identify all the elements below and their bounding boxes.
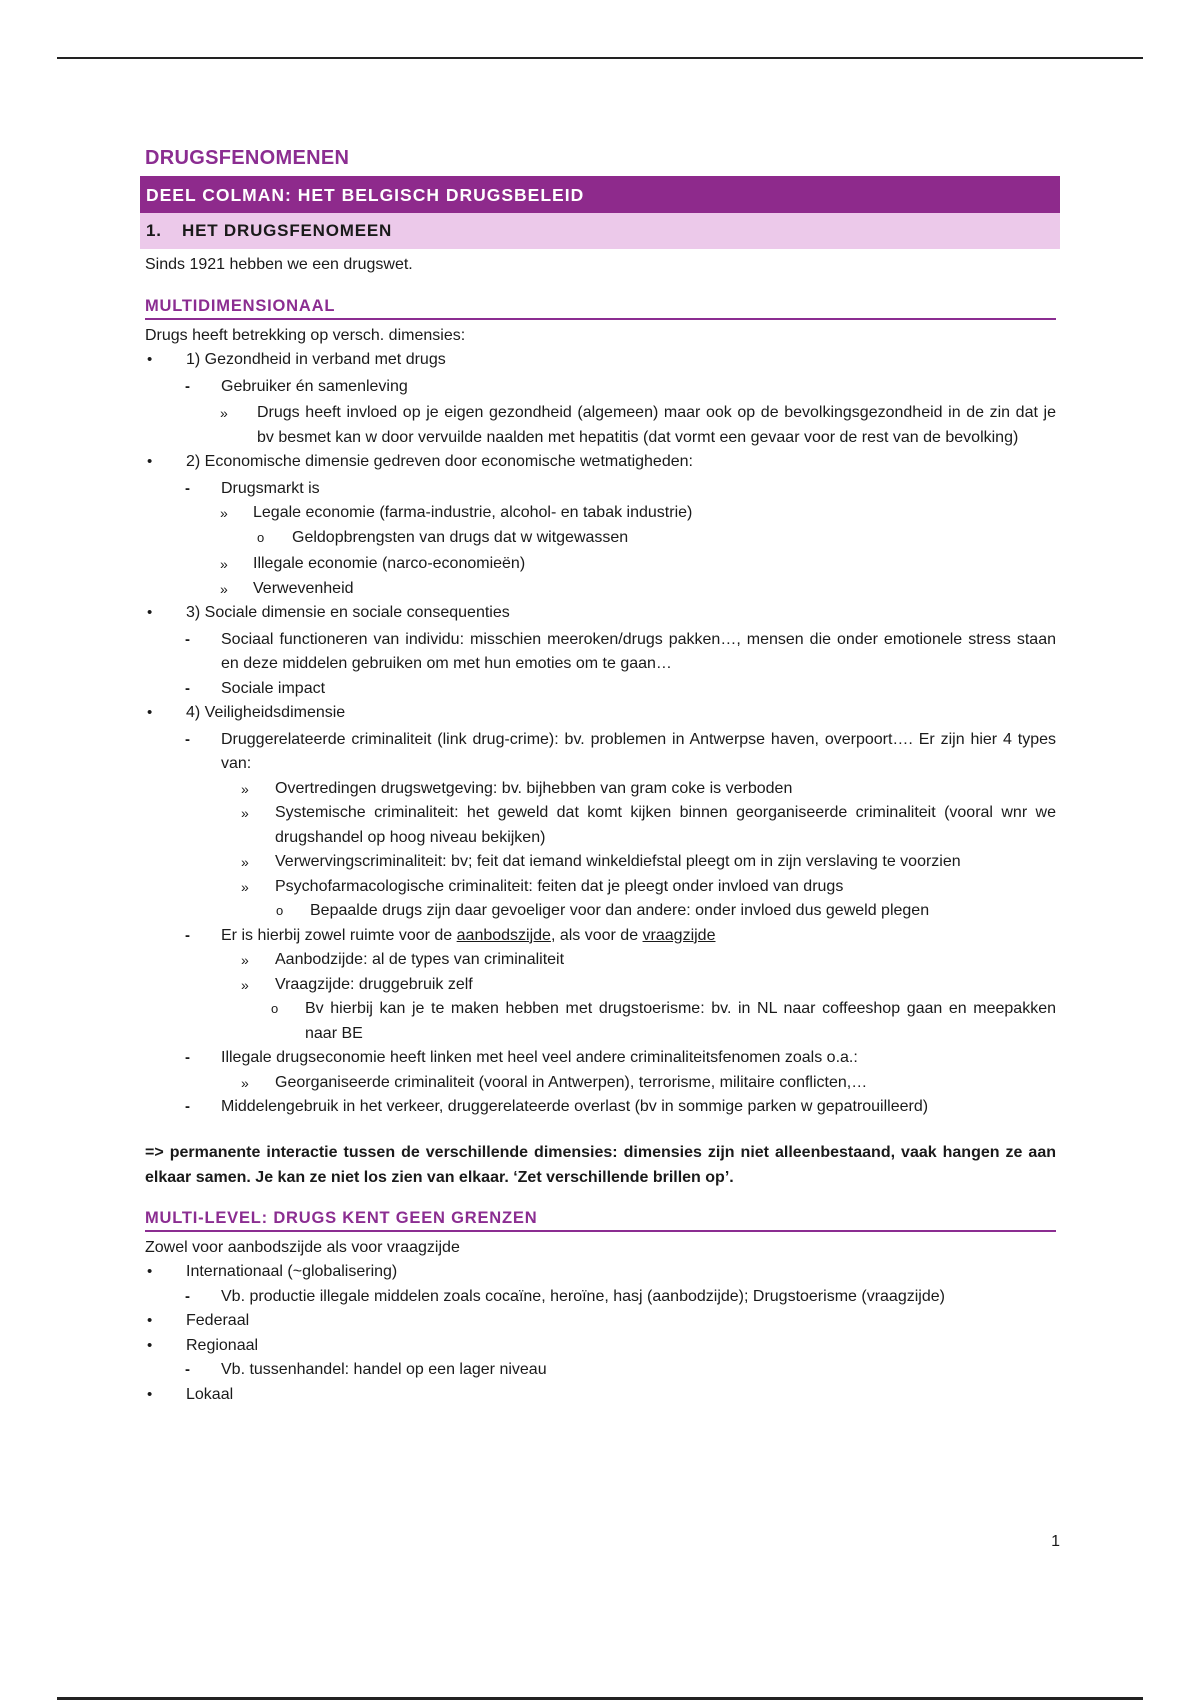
list-item <box>145 924 1056 949</box>
list-item-text: Internationaal (~globalisering) <box>186 1263 398 1280</box>
list-item-text: Middelengebruik in het verkeer, druggerelateerde overlast (bv in sommige parken w gepatrouilleerd) <box>221 1098 929 1115</box>
list-item <box>145 577 1056 602</box>
dash-marker: - <box>185 630 190 648</box>
list-item-text: 1) Gezondheid in verband met drugs <box>186 351 446 368</box>
list-item-text: Illegale economie (narco-economieën) <box>253 555 526 572</box>
dash-marker: - <box>185 1098 190 1115</box>
arrow-marker: » <box>241 878 249 895</box>
arrow-marker: » <box>220 505 228 521</box>
circle-marker: o <box>276 903 284 918</box>
bullet-marker: • <box>147 453 153 470</box>
list-item <box>145 801 1056 850</box>
list-item-text: Bv hierbij kan je te maken hebben met drugstoerisme: bv. in NL naar coffeeshop gaan en meepakken naar BE <box>305 1000 1056 1042</box>
list-item <box>145 899 1056 924</box>
document-body <box>140 146 1060 1407</box>
list-item <box>145 1383 1056 1408</box>
list-item-text: Bepaalde drugs zijn daar gevoeliger voor dan andere: onder invloed dus geweld plegen <box>310 902 930 919</box>
arrow-marker: » <box>241 952 249 968</box>
list-item <box>145 997 1056 1046</box>
list-item <box>145 401 1056 450</box>
list-item-text: Verwevenheid <box>253 579 354 597</box>
circle-marker: o <box>271 1001 279 1016</box>
list-item-text: Federaal <box>186 1312 250 1329</box>
conclusion-text: => permanente interactie tussen de verschillende dimensies: dimensies zijn niet alleenbestaand, vaak hangen ze aan elkaar samen. Je kan ze niet los zien van elkaar. ‘Zet verschillende brillen op’. <box>145 1143 1056 1186</box>
arrow-marker: » <box>220 580 228 597</box>
list-item-text: Sociale impact <box>221 679 326 697</box>
arrow-marker: » <box>241 780 249 797</box>
list-item <box>145 701 1056 726</box>
list-item-text: Regionaal <box>186 1336 259 1354</box>
bullet-marker: • <box>147 1263 153 1280</box>
list-item-text: Legale economie (farma-industrie, alcohol- en tabak industrie) <box>253 504 693 521</box>
page-number: 1 <box>1051 1533 1060 1550</box>
intro-text: Sinds 1921 hebben we een drugswet. <box>145 256 413 273</box>
list-item <box>145 375 1056 400</box>
list-item-text: 3) Sociale dimensie en sociale consequenties <box>186 604 510 621</box>
document-title: DRUGSFENOMENEN <box>145 147 350 169</box>
top-rule <box>57 57 1143 59</box>
list-item <box>145 1260 1056 1285</box>
part-heading: DEEL COLMAN: HET BELGISCH DRUGSBELEID <box>140 176 1060 213</box>
bullet-marker: • <box>147 704 153 721</box>
dash-marker: - <box>185 479 190 497</box>
list-item <box>145 850 1056 875</box>
chapter-number: 1. <box>146 221 162 240</box>
list-item-text: Aanbodzijde: al de types van criminaliteit <box>275 951 565 968</box>
list-item <box>145 501 1056 526</box>
arrow-marker: » <box>220 405 228 421</box>
arrow-marker: » <box>241 1074 249 1091</box>
list-item-text: Systemische criminaliteit: het geweld dat komt kijken binnen georganiseerde criminaliteit (vooral wnr we drugshandel op hoog niveau bekijken) <box>275 804 1056 846</box>
arrow-marker: » <box>241 805 249 821</box>
section-heading-multilevel: MULTI-LEVEL: DRUGS KENT GEEN GRENZEN <box>145 1207 1056 1232</box>
section-heading-multidimensional: MULTIDIMENSIONAAL <box>145 295 1056 320</box>
section-lead: Zowel voor aanbodszijde als voor vraagzijde <box>145 1238 460 1256</box>
dash-marker: - <box>185 1361 190 1378</box>
list-item <box>145 948 1056 973</box>
chapter-title: HET DRUGSFENOMEEN <box>182 221 393 240</box>
list-item-text: Vb. productie illegale middelen zoals cocaïne, heroïne, hasj (aanbodzijde); Drugstoerisme (vraagzijde) <box>221 1287 945 1305</box>
list-item <box>145 526 1056 551</box>
dash-marker: - <box>185 1049 190 1066</box>
underlined-term-demand: vraagzijde <box>642 926 716 944</box>
list-item <box>145 450 1056 475</box>
list-item-text: Drugsmarkt is <box>221 479 320 497</box>
list-item <box>145 601 1056 626</box>
bullet-marker: • <box>147 1312 153 1329</box>
list-item-text: Sociaal functioneren van individu: misschien meeroken/drugs pakken…, mensen die onder emotionele stress staan en deze middelen gebruiken om met hun emoties om te gaan… <box>221 630 1056 672</box>
list-item <box>145 973 1056 998</box>
list-item <box>145 1334 1056 1359</box>
circle-marker: o <box>257 529 265 545</box>
list-item-text: Psychofarmacologische criminaliteit: feiten dat je pleegt onder invloed van drugs <box>275 877 844 895</box>
bullet-marker: • <box>147 351 153 368</box>
list-item <box>145 1285 1056 1310</box>
list-item <box>145 777 1056 802</box>
bullet-marker: • <box>147 604 153 621</box>
arrow-marker: » <box>241 854 249 870</box>
list-item-text: Geldopbrengsten van drugs dat w witgewassen <box>292 528 629 546</box>
list-item-text: Overtredingen drugswetgeving: bv. bijhebben van gram coke is verboden <box>275 779 793 797</box>
arrow-marker: » <box>220 556 228 572</box>
underlined-term-supply: aanbodszijde <box>456 926 551 944</box>
list-item <box>145 677 1056 702</box>
bullet-marker: • <box>147 1336 153 1354</box>
list-item <box>145 1358 1056 1383</box>
list-item-text: Illegale drugseconomie heeft linken met heel veel andere criminaliteitsfenomen zoals o.a.: <box>221 1049 858 1066</box>
list-item <box>145 348 1056 373</box>
list-item-text: Vraagzijde: druggebruik zelf <box>275 975 473 993</box>
list-item <box>145 728 1056 777</box>
list-item <box>145 1071 1056 1096</box>
list-item <box>145 477 1056 502</box>
section-lead: Drugs heeft betrekking op versch. dimensies: <box>145 326 466 344</box>
list-item <box>145 1095 1056 1120</box>
list-item-text: 2) Economische dimensie gedreven door economische wetmatigheden: <box>186 453 693 470</box>
list-item <box>145 1309 1056 1334</box>
dash-marker: - <box>185 679 190 697</box>
list-item-text: Verwervingscriminaliteit: bv; feit dat iemand winkeldiefstal pleegt om in zijn verslaving te voorzien <box>275 853 961 870</box>
list-item-text: Georganiseerde criminaliteit (vooral in Antwerpen), terrorisme, militaire conflicten,… <box>275 1073 868 1091</box>
list-item <box>145 628 1056 677</box>
arrow-marker: » <box>241 976 249 993</box>
list-item-text: Vb. tussenhandel: handel op een lager niveau <box>221 1361 547 1378</box>
dash-marker: - <box>185 377 190 395</box>
list-item-text: Druggerelateerde criminaliteit (link drug-crime): bv. problemen in Antwerpse haven, overpoort…. Er zijn hier 4 types van: <box>221 730 1056 772</box>
chapter-heading <box>140 213 1060 249</box>
list-item-text: 4) Veiligheidsdimensie <box>186 704 346 721</box>
list-item <box>145 552 1056 577</box>
dash-marker: - <box>185 730 190 748</box>
list-item-text: Er is hierbij zowel ruimte voor de aanbodszijde, als voor de vraagzijde <box>221 926 716 944</box>
list-item <box>145 875 1056 900</box>
list-item-text: Gebruiker én samenleving <box>221 377 408 395</box>
dash-marker: - <box>185 1287 190 1305</box>
bullet-marker: • <box>147 1385 153 1403</box>
list-item-text: Drugs heeft invloed op je eigen gezondheid (algemeen) maar ook op de bevolkingsgezondheid in de zin dat je bv besmet kan w door vervuilde naalden met hepatitis (dat vormt een gevaar voor de rest van de bevolking) <box>257 404 1056 446</box>
list-item-text: Lokaal <box>186 1385 234 1403</box>
list-item <box>145 1046 1056 1071</box>
dash-marker: - <box>185 926 190 944</box>
